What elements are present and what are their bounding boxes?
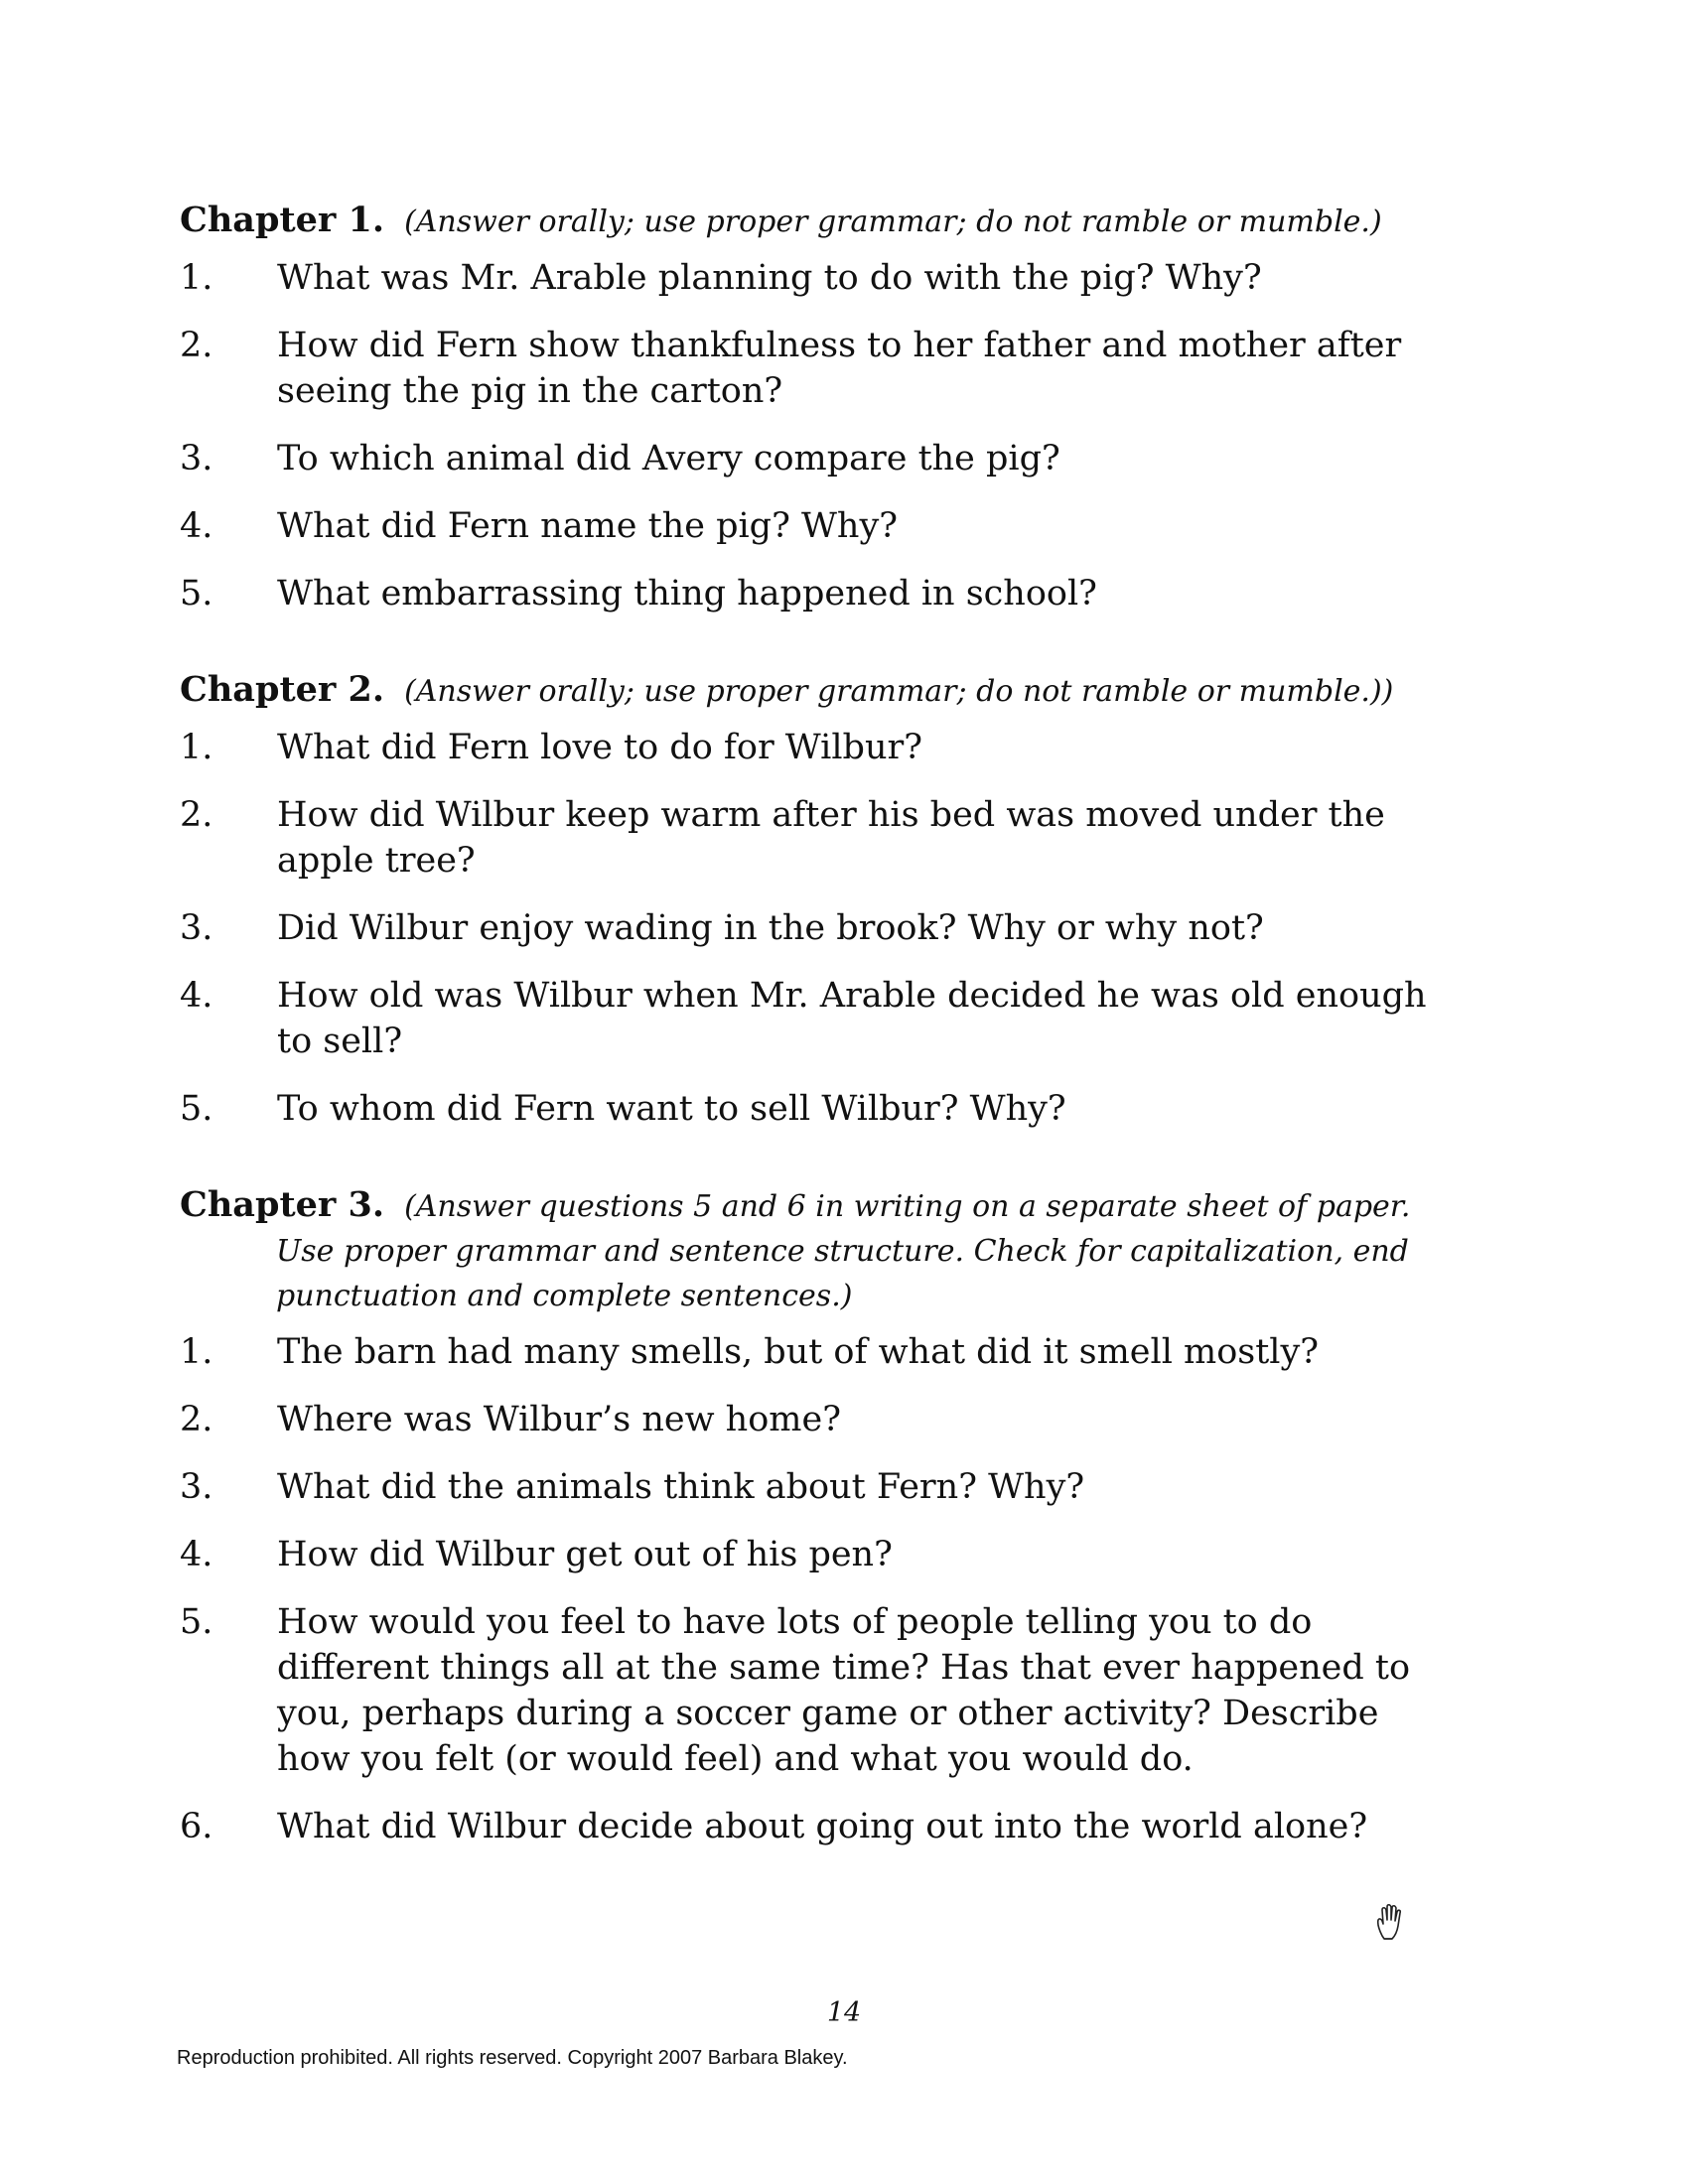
chapter-title: Chapter 1. bbox=[180, 200, 385, 240]
question-text: What did Wilbur decide about going out into the world alone? bbox=[277, 1807, 1368, 1846]
question-number: 6. bbox=[180, 1807, 213, 1846]
question-item bbox=[180, 725, 1461, 770]
question-text: What was Mr. Arable planning to do with the pig? Why? bbox=[277, 258, 1262, 298]
question-text: How would you feel to have lots of people telling you to do different things all at the same time? Has that ever happened to you, perhaps during a soccer game or other activity? Describe how you felt (or would feel) and what you would do. bbox=[277, 1602, 1411, 1779]
chapter-instructions: (Answer orally; use proper grammar; do not ramble or mumble.)) bbox=[404, 674, 1394, 709]
question-text: What did Fern name the pig? Why? bbox=[277, 506, 899, 546]
question-item bbox=[180, 1329, 1461, 1375]
question-number: 4. bbox=[180, 1535, 213, 1574]
question-item bbox=[180, 1804, 1461, 1849]
question-number: 2. bbox=[180, 795, 213, 835]
question-item bbox=[180, 571, 1461, 616]
question-item bbox=[180, 1397, 1461, 1442]
raised-hand-icon bbox=[1374, 1902, 1410, 1942]
chapter-heading bbox=[180, 199, 1461, 243]
chapter-title: Chapter 2. bbox=[180, 669, 385, 710]
question-item bbox=[180, 1599, 1461, 1782]
question-text: How old was Wilbur when Mr. Arable decided he was old enough to sell? bbox=[277, 976, 1427, 1061]
question-number: 2. bbox=[180, 1400, 213, 1439]
question-text: What did Fern love to do for Wilbur? bbox=[277, 728, 922, 767]
page-number: 14 bbox=[826, 1997, 862, 2028]
question-number: 5. bbox=[180, 1089, 213, 1129]
question-item bbox=[180, 255, 1461, 301]
chapter-3-section bbox=[180, 1183, 1461, 1849]
question-item bbox=[180, 905, 1461, 951]
question-item bbox=[180, 1086, 1461, 1132]
question-text: How did Wilbur keep warm after his bed was moved under the apple tree? bbox=[277, 795, 1385, 881]
question-list bbox=[180, 255, 1461, 616]
question-item bbox=[180, 436, 1461, 481]
question-number: 1. bbox=[180, 728, 213, 767]
question-item bbox=[180, 973, 1461, 1064]
question-text: How did Wilbur get out of his pen? bbox=[277, 1535, 893, 1574]
question-number: 2. bbox=[180, 326, 213, 365]
question-text: To which animal did Avery compare the pig? bbox=[277, 439, 1060, 478]
question-number: 1. bbox=[180, 1332, 213, 1372]
chapter-1-section bbox=[180, 199, 1461, 616]
worksheet-page bbox=[180, 199, 1461, 1871]
chapter-heading bbox=[180, 1183, 1461, 1317]
question-text: What embarrassing thing happened in school? bbox=[277, 574, 1097, 614]
chapter-title: Chapter 3. bbox=[180, 1184, 385, 1225]
question-number: 5. bbox=[180, 1602, 213, 1642]
chapter-instructions: (Answer questions 5 and 6 in writing on a separate sheet of paper. Use proper grammar and sentence structure. Check for capitalization, end punctuation and complete sentences.) bbox=[276, 1189, 1411, 1313]
question-list bbox=[180, 1329, 1461, 1849]
question-number: 3. bbox=[180, 439, 213, 478]
question-number: 4. bbox=[180, 506, 213, 546]
question-text: How did Fern show thankfulness to her father and mother after seeing the pig in the carton? bbox=[277, 326, 1402, 411]
chapter-heading bbox=[180, 668, 1461, 713]
copyright-notice: Reproduction prohibited. All rights reserved. Copyright 2007 Barbara Blakey. bbox=[177, 2047, 848, 2069]
question-item bbox=[180, 503, 1461, 549]
question-number: 3. bbox=[180, 1467, 213, 1507]
question-item bbox=[180, 792, 1461, 884]
question-text: Where was Wilbur’s new home? bbox=[277, 1400, 841, 1439]
question-text: To whom did Fern want to sell Wilbur? Why? bbox=[277, 1089, 1066, 1129]
question-number: 5. bbox=[180, 574, 213, 614]
chapter-2-section bbox=[180, 668, 1461, 1132]
question-number: 4. bbox=[180, 976, 213, 1016]
question-item bbox=[180, 1532, 1461, 1577]
question-item bbox=[180, 1464, 1461, 1510]
question-number: 3. bbox=[180, 908, 213, 948]
chapter-instructions: (Answer orally; use proper grammar; do not ramble or mumble.) bbox=[404, 205, 1382, 239]
question-text: Did Wilbur enjoy wading in the brook? Why or why not? bbox=[277, 908, 1264, 948]
question-text: The barn had many smells, but of what did it smell mostly? bbox=[277, 1332, 1320, 1372]
question-list bbox=[180, 725, 1461, 1132]
question-number: 1. bbox=[180, 258, 213, 298]
question-item bbox=[180, 323, 1461, 414]
question-text: What did the animals think about Fern? Why? bbox=[277, 1467, 1085, 1507]
